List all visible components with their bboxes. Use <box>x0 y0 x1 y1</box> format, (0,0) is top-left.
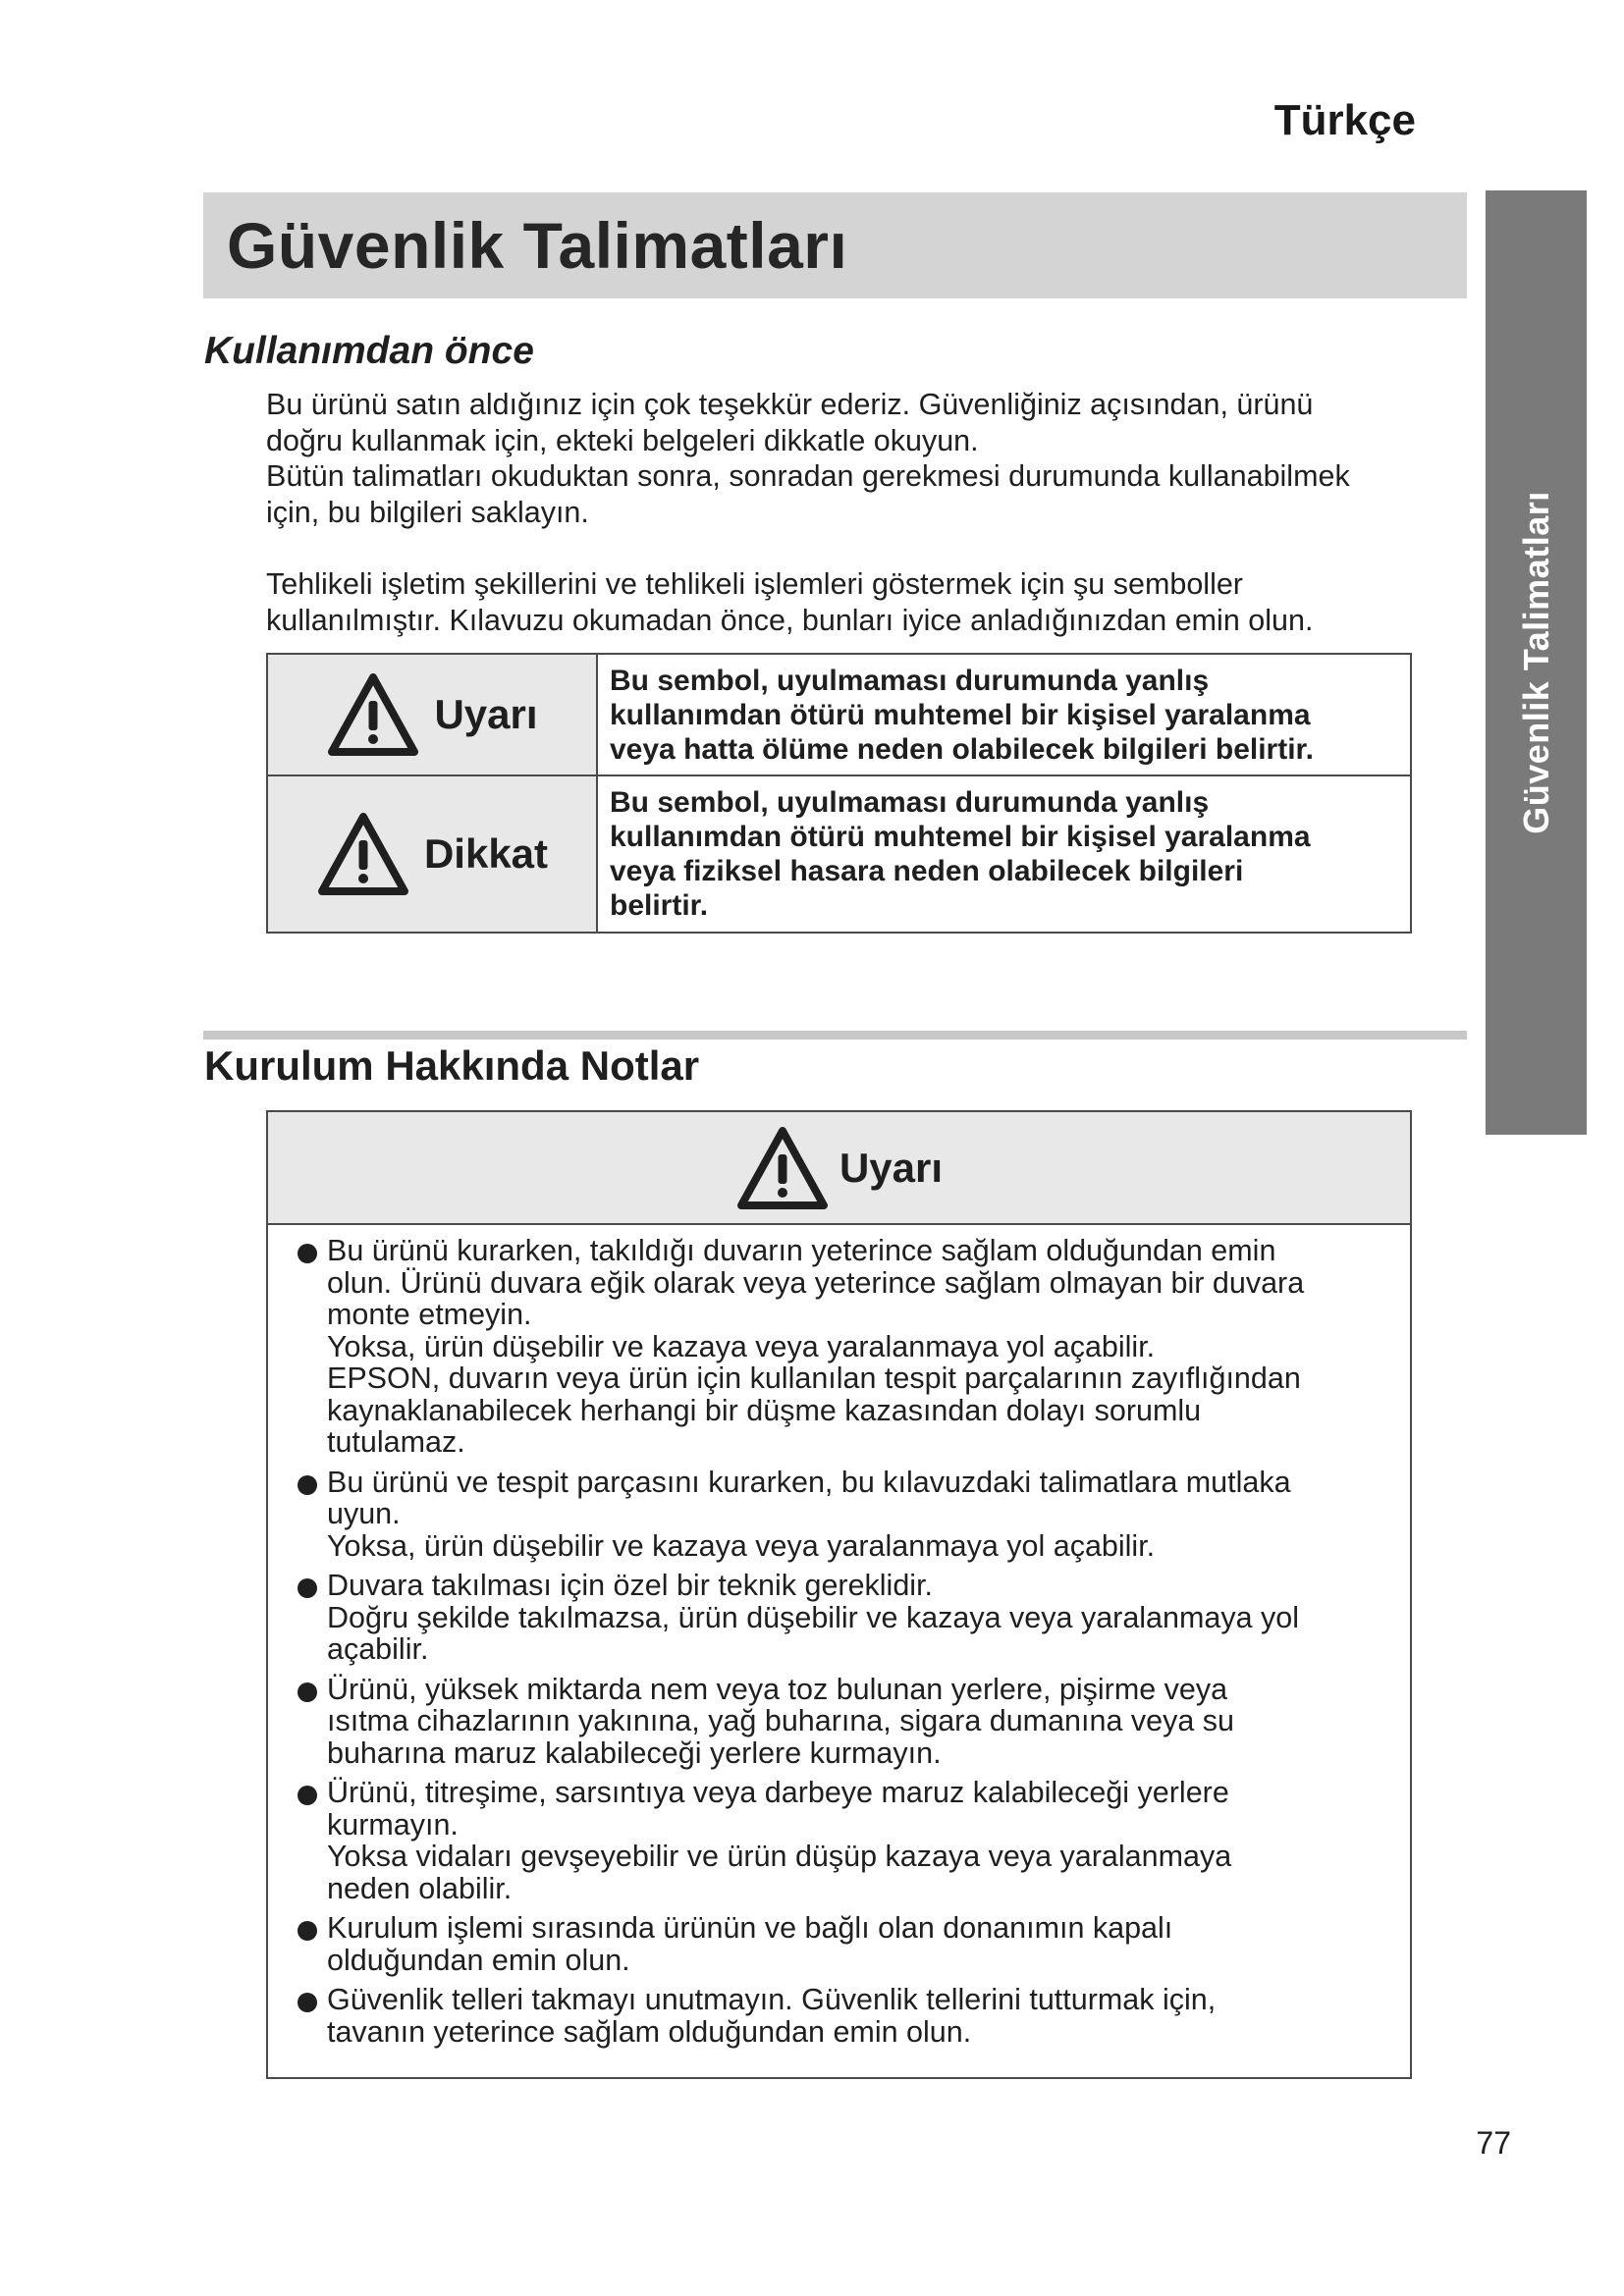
section-divider <box>203 1031 1467 1040</box>
text-line: tutulamaz. <box>327 1425 465 1459</box>
before-use-paragraph-2 <box>266 566 1464 638</box>
text-line: tavanın yeterince sağlam olduğundan emin olun. <box>327 2014 972 2049</box>
warning-box-header <box>268 1112 1410 1225</box>
text-line: kullanımdan ötürü muhtemel bir kişisel yaralanma <box>610 821 1311 853</box>
text-line: açabilir. <box>327 1632 429 1666</box>
symbol-row-caution <box>267 775 1411 933</box>
symbol-cell <box>267 775 597 933</box>
text-line: Ürünü, yüksek miktarda nem veya toz bulunan yerlere, pişirme veya <box>327 1672 1228 1706</box>
text-line: Güvenlik telleri takmayı unutmayın. Güvenlik tellerini tutturmak için, <box>327 1983 1217 2016</box>
text-line: Doğru şekilde takılmazsa, ürün düşebilir ve kazaya veya yaralanmaya yol <box>327 1600 1300 1634</box>
text-line: buharına maruz kalabileceği yerlere kurmayın. <box>327 1735 942 1770</box>
warning-box-label: Uyarı <box>839 1144 944 1191</box>
list-item <box>298 1467 1390 1563</box>
text-line: veya fiziksel hasara neden olabilecek bilgileri <box>610 855 1244 887</box>
text-line: monte etmeyin. <box>327 1298 532 1331</box>
text-line: için, bu bilgileri saklayın. <box>266 495 589 529</box>
text-line: Tehlikeli işletim şekillerini ve tehlikeli işlemleri göstermek için şu semboller <box>266 567 1243 601</box>
symbol-row-warning <box>267 654 1411 775</box>
before-use-heading: Kullanımdan önce <box>204 330 534 372</box>
language-label: Türkçe <box>1273 96 1416 144</box>
list-item <box>298 1235 1390 1459</box>
warning-triangle-icon <box>735 1125 830 1211</box>
text-line: Duvara takılması için özel bir teknik gereklidir. <box>327 1569 934 1602</box>
text-line: Yoksa, ürün düşebilir ve kazaya veya yaralanmaya yol açabilir. <box>327 1329 1156 1363</box>
symbol-cell <box>267 654 597 775</box>
text-line: belirtir. <box>610 889 709 922</box>
list-item <box>298 1674 1390 1770</box>
text-line: kaynaklanabilecek herhangi bir düşme kazasından dolayı sorumlu <box>327 1393 1202 1427</box>
text-line: Bu sembol, uyulmaması durumunda yanlış <box>610 786 1210 819</box>
text-line: EPSON, duvarın veya ürün için kullanılan tespit parçalarının zayıflığından <box>327 1362 1301 1395</box>
installation-warning-box <box>266 1110 1412 2079</box>
text-line: neden olabilir. <box>327 1871 513 1905</box>
text-line: Kurulum işlemi sırasında ürünün ve bağlı olan donanımın kapalı <box>327 1911 1173 1945</box>
text-line: Ürünü, titreşime, sarsıntıya veya darbeye maruz kalabileceği yerlere <box>327 1776 1229 1809</box>
text-line: uyun. <box>327 1497 401 1530</box>
before-use-paragraph-1 <box>266 387 1464 530</box>
text-line: Yoksa vidaları gevşeyebilir ve ürün düşüp kazaya veya yaralanmaya <box>327 1840 1232 1873</box>
caution-triangle-icon <box>316 811 410 897</box>
list-item <box>298 1984 1390 2048</box>
section-title-band <box>203 192 1467 298</box>
side-tab-label: Güvenlik Talimatları <box>1515 491 1556 834</box>
text-line: olduğundan emin olun. <box>327 1943 630 1977</box>
symbol-description-caution <box>597 775 1411 933</box>
text-line: ısıtma cihazlarının yakınına, yağ buharına, sigara dumanına veya su <box>327 1704 1234 1737</box>
symbol-description-warning <box>597 654 1411 775</box>
list-item <box>298 1912 1390 1976</box>
text-line: kullanılmıştır. Kılavuzu okumadan önce, bunları iyice anladığınızdan emin olun. <box>266 603 1314 637</box>
installation-notes-list <box>298 1235 1390 2056</box>
text-line: kullanımdan ötürü muhtemel bir kişisel yaralanma <box>610 698 1311 731</box>
symbol-label-caution: Dikkat <box>423 830 549 877</box>
text-line: Bu sembol, uyulmaması durumunda yanlış <box>610 664 1210 697</box>
text-line: doğru kullanmak için, ekteki belgeleri dikkatle okuyun. <box>266 423 979 457</box>
text-line: Bu ürünü kurarken, takıldığı duvarın yeterince sağlam olduğundan emin <box>327 1234 1276 1267</box>
page-number: 77 <box>1476 2125 1511 2161</box>
symbol-table <box>266 653 1412 934</box>
side-tab <box>1486 190 1587 1135</box>
text-line: kurmayın. <box>327 1807 459 1842</box>
list-item <box>298 1777 1390 1904</box>
text-line: Bu ürünü ve tespit parçasını kurarken, bu kılavuzdaki talimatlara mutlaka <box>327 1465 1291 1499</box>
section-title: Güvenlik Talimatları <box>227 209 848 282</box>
list-item <box>298 1570 1390 1666</box>
text-line: Yoksa, ürün düşebilir ve kazaya veya yaralanmaya yol açabilir. <box>327 1528 1156 1563</box>
warning-triangle-icon <box>326 671 420 758</box>
text-line: Bütün talimatları okuduktan sonra, sonradan gerekmesi durumunda kullanabilmek <box>266 459 1350 493</box>
text-line: veya hatta ölüme neden olabilecek bilgileri belirtir. <box>610 732 1314 766</box>
text-line: olun. Ürünü duvara eğik olarak veya yeterince sağlam olmayan bir duvara <box>327 1265 1305 1300</box>
text-line: Bu ürünü satın aldığınız için çok teşekkür ederiz. Güvenliğiniz açısından, ürünü <box>266 388 1314 421</box>
symbol-label-warning: Uyarı <box>434 691 538 737</box>
installation-heading: Kurulum Hakkında Notlar <box>204 1042 700 1089</box>
